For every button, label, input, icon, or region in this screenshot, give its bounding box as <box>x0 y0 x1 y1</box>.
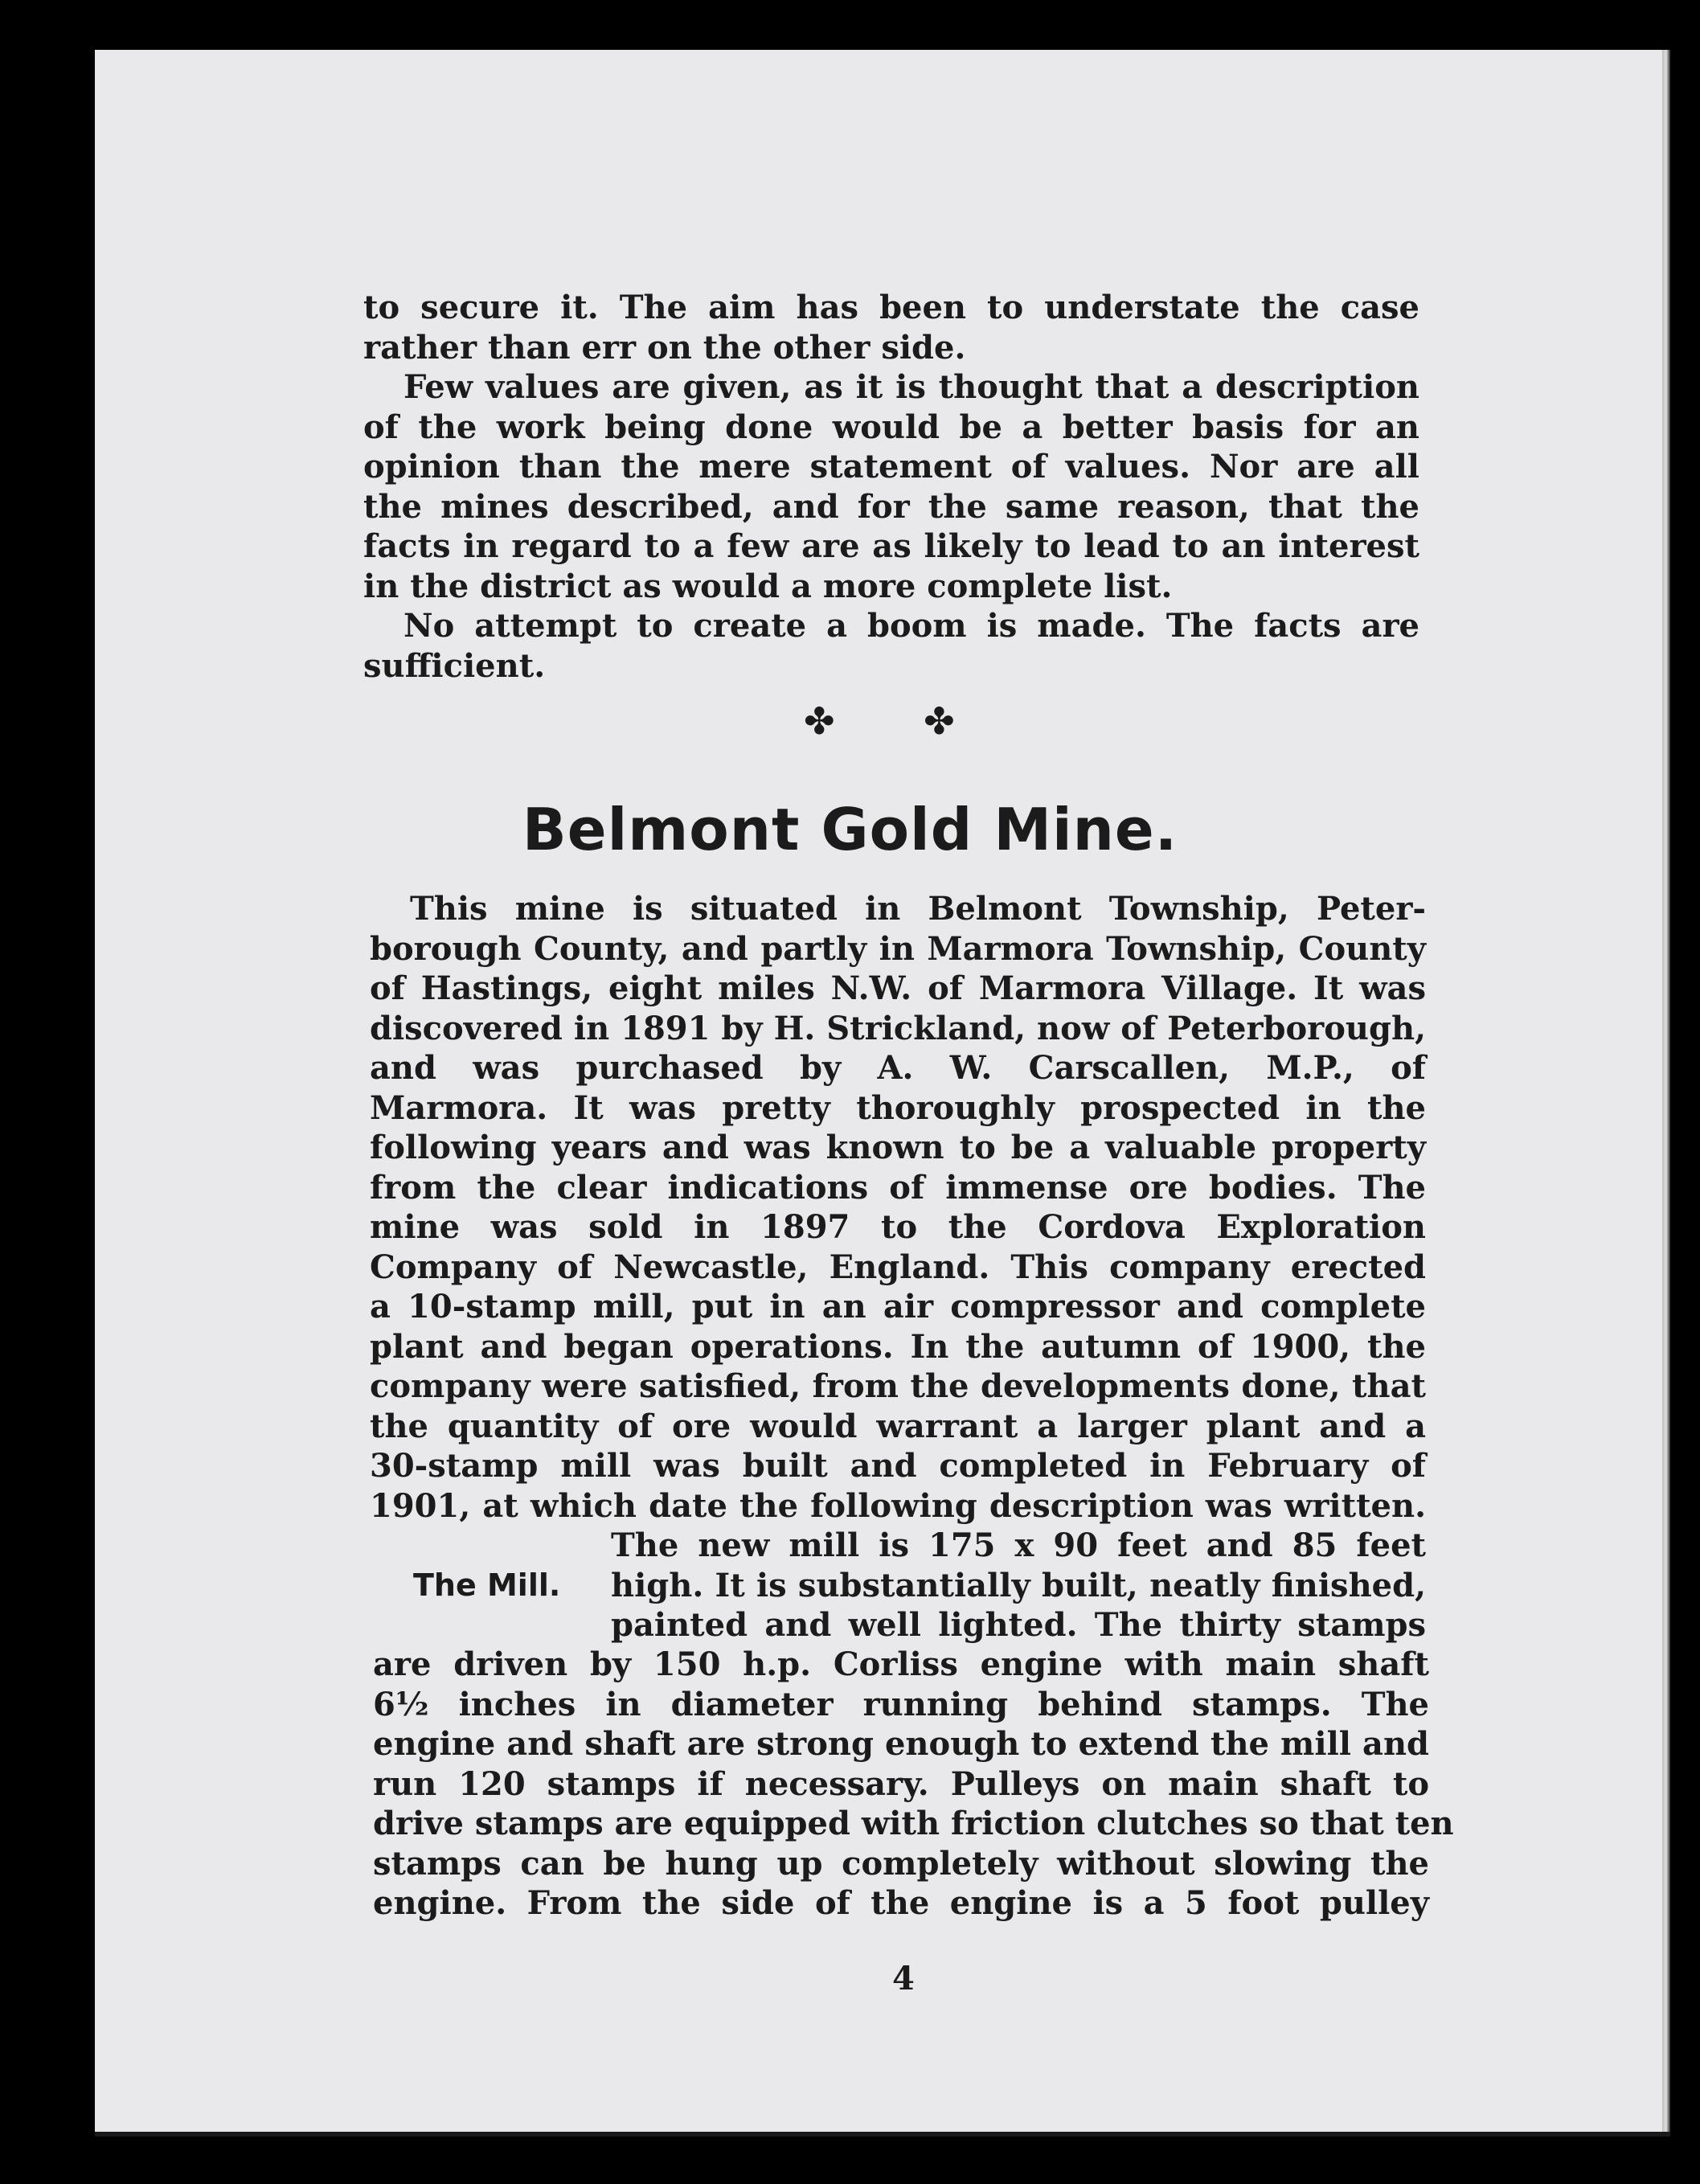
mill-paragraph <box>373 1645 1454 1924</box>
text-line: The new mill is 175 x 90 feet and 85 feet <box>611 1526 1426 1564</box>
text-line: from the clear indications of immense ore bodies. The <box>370 1168 1426 1207</box>
text-line: the quantity of ore would warrant a larger plant and a <box>370 1407 1426 1445</box>
text-line: to secure it. The aim has been to understate the case <box>363 289 1419 326</box>
text-line: sufficient. <box>363 646 546 685</box>
text-line: mine was sold in 1897 to the Cordova Exploration <box>370 1208 1426 1246</box>
text-line: and was purchased by A. W. Carscallen, M.P., of <box>370 1049 1426 1087</box>
text-line: of the work being done would be a better basis for an <box>363 408 1419 446</box>
text-line: facts in regard to a few are as likely to lead to an interest <box>363 527 1419 565</box>
text-line: are driven by 150 h.p. Corliss engine with main shaft <box>373 1645 1429 1683</box>
text-line: painted and well lighted. The thirty stamps <box>611 1606 1426 1644</box>
text-line: the mines described, and for the same reason, that the <box>363 487 1419 526</box>
text-line: Few values are given, as it is thought that a description <box>403 368 1419 406</box>
text-line: in the district as would a more complete list. <box>363 567 1173 605</box>
text-line: This mine is situated in Belmont Township, Peter- <box>410 890 1426 928</box>
mill-indented-lines <box>611 1526 1426 1645</box>
text-line: rather than err on the other side. <box>363 328 966 367</box>
text-line: stamps can be hung up completely without slowing the <box>373 1844 1429 1883</box>
text-line: engine and shaft are strong enough to extend the mill and <box>373 1725 1429 1763</box>
text-line: run 120 stamps if necessary. Pulleys on main shaft to <box>373 1764 1429 1803</box>
text-line: discovered in 1891 by H. Strickland, now of Peterborough, <box>370 1009 1426 1047</box>
text-line: a 10-stamp mill, put in an air compressor and complete <box>370 1288 1426 1326</box>
page-edge <box>1662 50 1670 2132</box>
text-line: No attempt to create a boom is made. The facts are <box>403 607 1419 645</box>
text-line: 6½ inches in diameter running behind stamps. The <box>373 1685 1429 1723</box>
text-line: 1901, at which date the following description was written. <box>370 1486 1426 1525</box>
page-number: 4 <box>892 1960 915 1998</box>
intro-paragraphs <box>363 288 1419 686</box>
text-line: opinion than the mere statement of values. Nor are all <box>363 448 1419 486</box>
text-line: Company of Newcastle, England. This company erected <box>370 1248 1426 1286</box>
body-paragraph <box>370 889 1426 1526</box>
ornament-divider: ✤ ✤ <box>804 699 993 743</box>
text-line: high. It is substantially built, neatly finished, <box>611 1566 1426 1604</box>
text-line: drive stamps are equipped with friction clutches so that ten <box>373 1805 1454 1842</box>
side-heading: The Mill. <box>413 1567 561 1603</box>
section-title: Belmont Gold Mine. <box>522 796 1178 863</box>
text-line: 30-stamp mill was built and completed in February of <box>370 1447 1426 1485</box>
text-line: of Hastings, eight miles N.W. of Marmora Village. It was <box>370 969 1426 1007</box>
text-line: plant and began operations. In the autumn of 1900, the <box>370 1327 1426 1366</box>
text-line: Marmora. It was pretty thoroughly prospected in the <box>370 1088 1426 1127</box>
text-line: borough County, and partly in Marmora Township, County <box>370 929 1426 968</box>
text-line: company were satisfied, from the developments done, that <box>370 1367 1426 1405</box>
text-line: engine. From the side of the engine is a 5 foot pulley <box>373 1884 1429 1922</box>
text-line: following years and was known to be a valuable property <box>370 1129 1426 1166</box>
